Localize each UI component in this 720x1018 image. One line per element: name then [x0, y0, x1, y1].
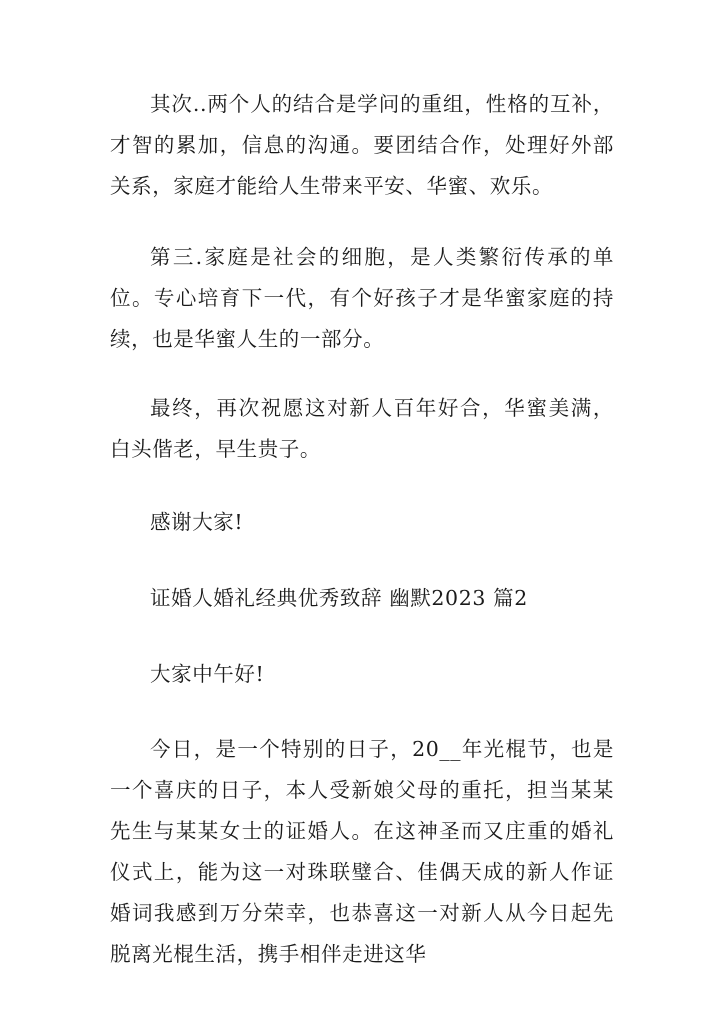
- paragraph-greeting: 大家中午好!: [150, 662, 265, 686]
- section-heading: 证婚人婚礼经典优秀致辞 幽默2023 篇2: [150, 586, 528, 610]
- paragraph-second-point: 其次..两个人的结合是学问的重组，性格的互补，才智的累加，信息的沟通。要团结合作，处理好外部关系，家庭才能给人生带来平安、华蜜、欢乐。: [110, 92, 614, 198]
- paragraph-speech-opening: 今日，是一个特别的日子，20__年光棍节，也是一个喜庆的日子，本人受新娘父母的重托，担当某某先生与某某女士的证婚人。在这神圣而又庄重的婚礼仪式上，能为这一对珠联璧合、佳偶天成的新人作证婚词我感到万分荣幸，也恭喜这一对新人从今日起先脱离光棍生活，携手相伴走进这华: [110, 737, 614, 966]
- paragraph-final-wishes: 最终，再次祝愿这对新人百年好合，华蜜美满，白头偕老，早生贵子。: [110, 396, 614, 461]
- paragraph-thanks: 感谢大家!: [150, 510, 244, 534]
- paragraph-third-point: 第三.家庭是社会的细胞，是人类繁衍传承的单位。专心培育下一代，有个好孩子才是华蜜家庭的持续，也是华蜜人生的一部分。: [110, 245, 614, 351]
